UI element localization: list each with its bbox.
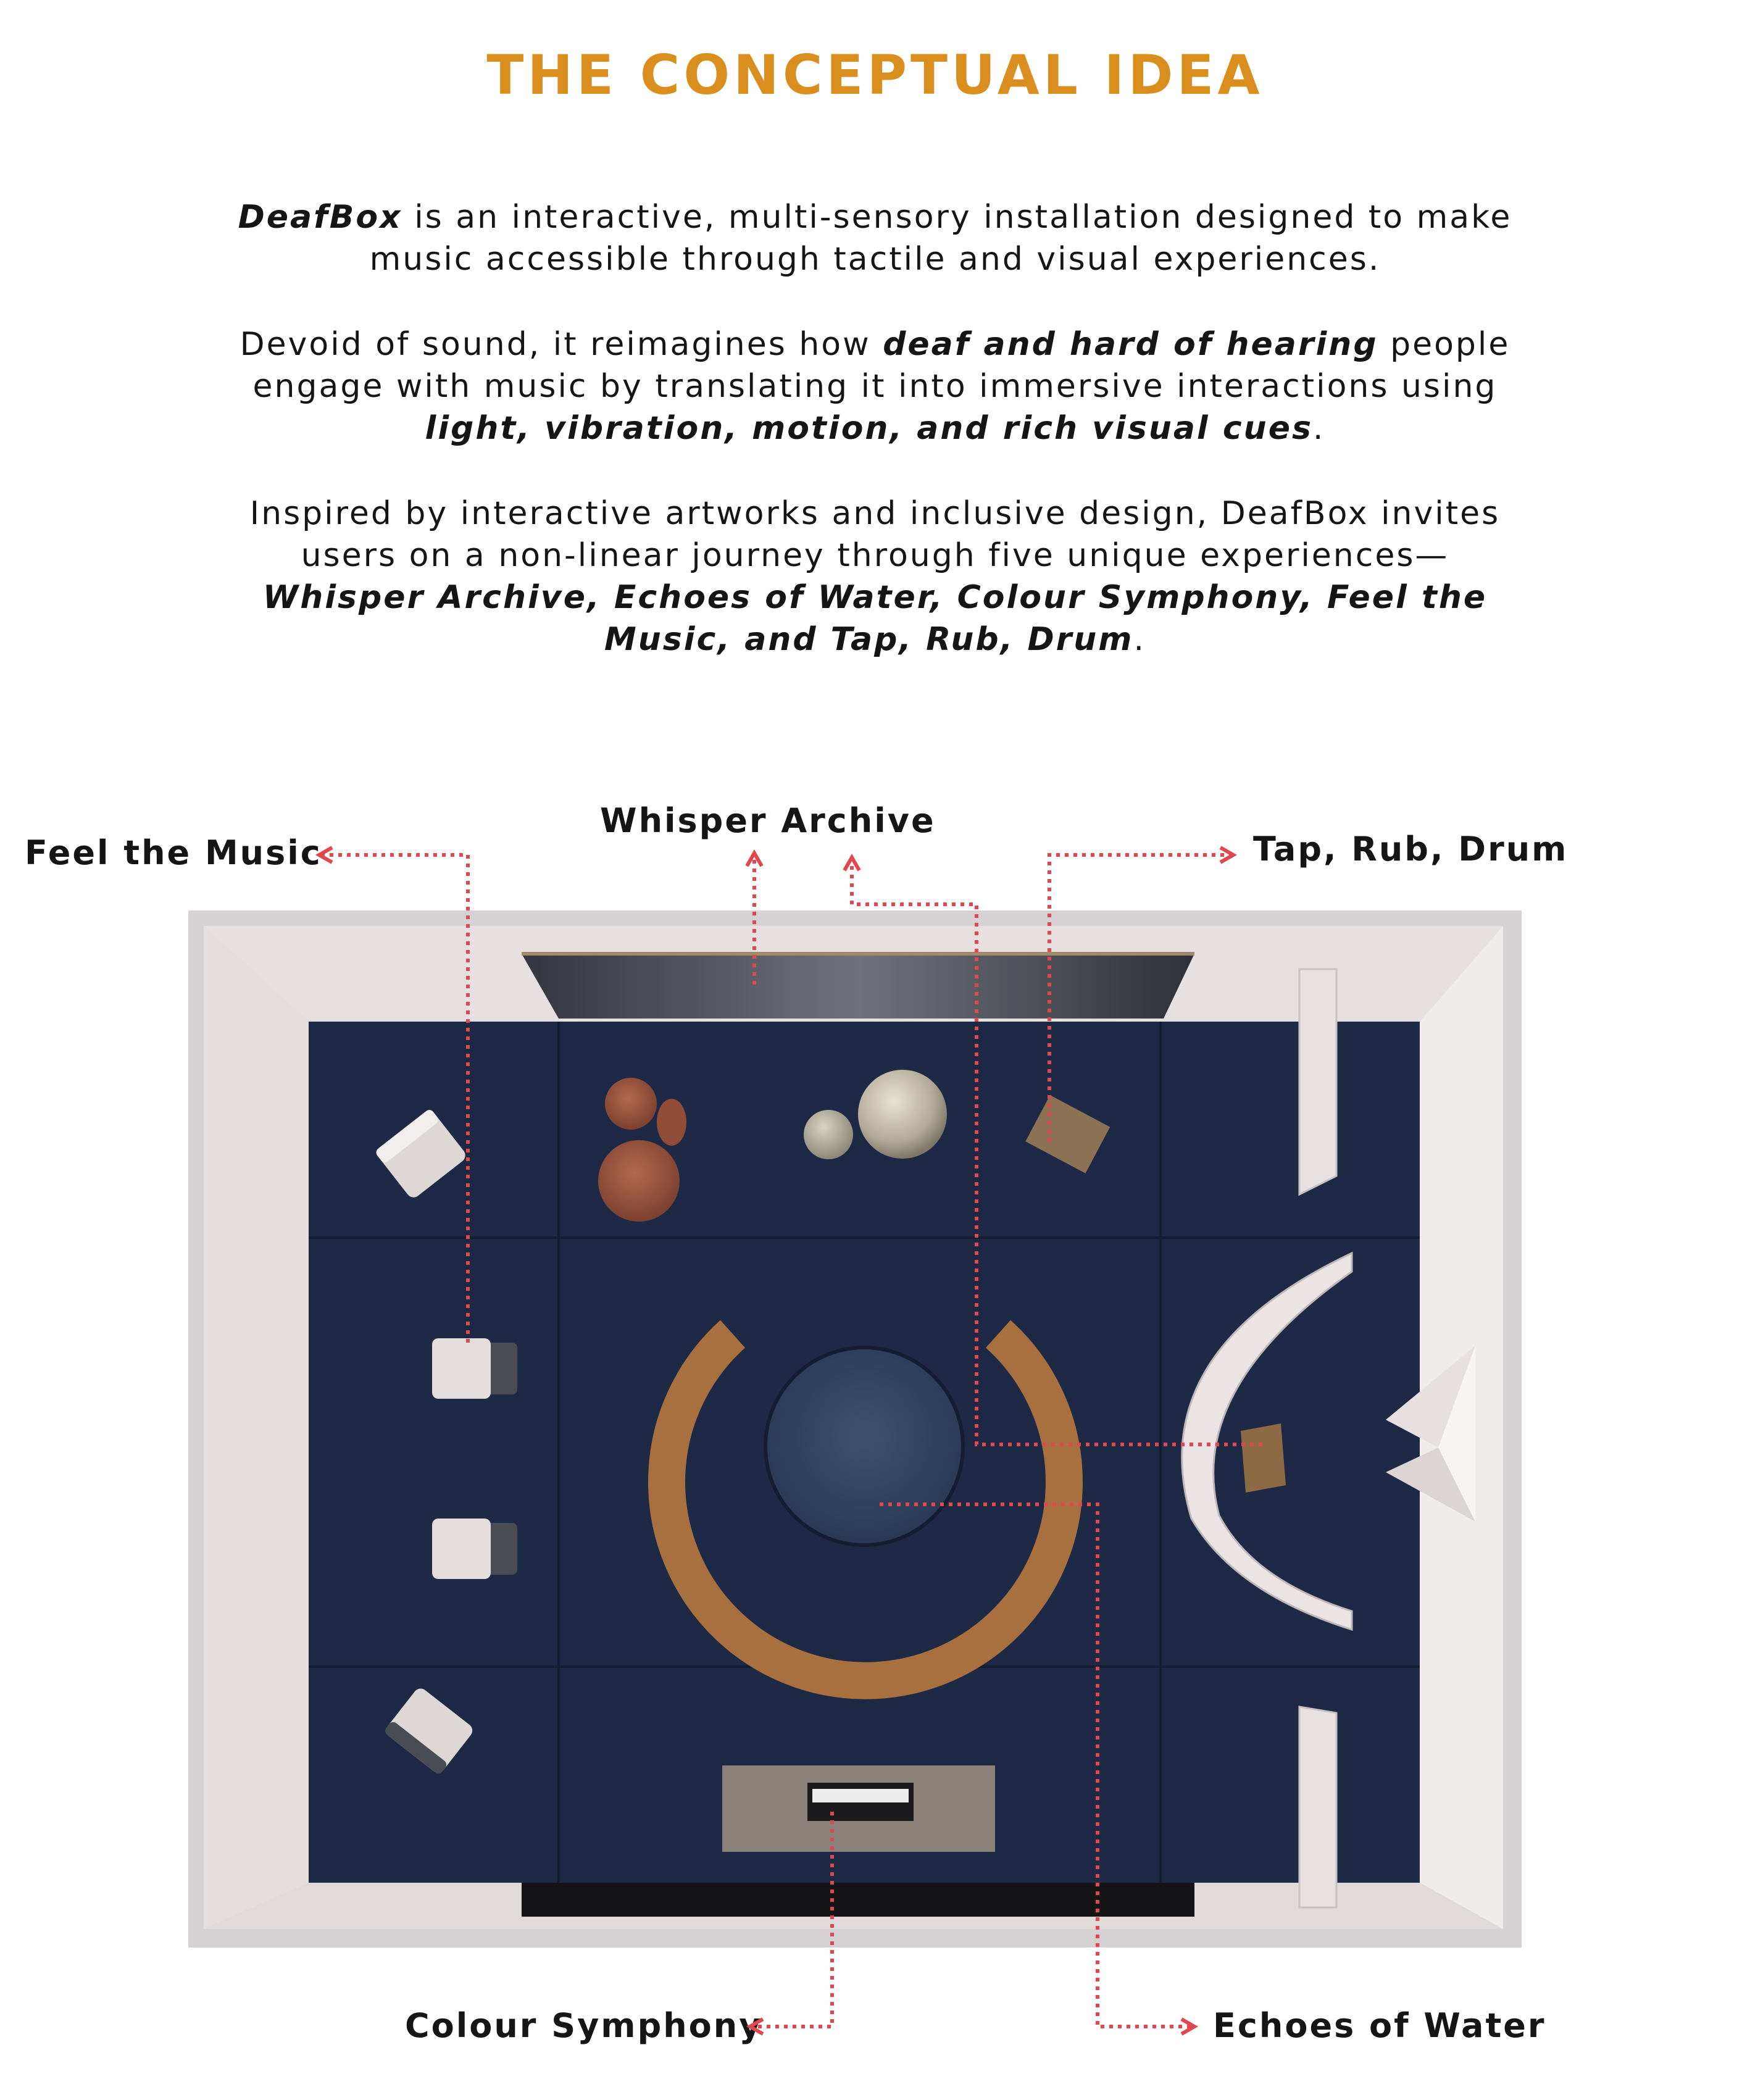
intro-paragraph-1 xyxy=(235,196,1515,280)
keyboard-keys xyxy=(812,1789,909,1802)
drum-large xyxy=(598,1140,680,1222)
left-wall xyxy=(204,926,309,1929)
chair xyxy=(432,1338,517,1399)
chair xyxy=(432,1519,517,1579)
projection-screen xyxy=(522,954,1194,1019)
intro-text: is an interactive, multi-sensory installation designed to make music accessible through tactile and visual experiences. xyxy=(369,199,1512,278)
drum-tall xyxy=(657,1099,686,1146)
sphere-small xyxy=(804,1110,853,1159)
experience-list: Whisper Archive, Echoes of Water, Colour Symphony, Feel the Music, and Tap, Rub, Drum xyxy=(262,579,1488,658)
label-tap-rub-drum: Tap, Rub, Drum xyxy=(1253,830,1569,869)
intro-emphasis: deaf and hard of hearing xyxy=(883,326,1378,363)
intro-text: . xyxy=(1312,410,1325,447)
intro-paragraph-3 xyxy=(235,493,1515,660)
bottom-screen xyxy=(522,1883,1194,1917)
label-echoes-of-water: Echoes of Water xyxy=(1213,2006,1546,2045)
intro-text: Devoid of sound, it reimagines how xyxy=(240,326,883,363)
tap-rub-drum-panel xyxy=(1241,1423,1286,1493)
intro-text: . xyxy=(1133,621,1146,658)
deafbox-name: DeafBox xyxy=(238,199,402,236)
water-pool xyxy=(765,1348,963,1545)
partition-upper xyxy=(1299,969,1336,1194)
label-colour-symphony: Colour Symphony xyxy=(405,2006,763,2045)
page-title: THE CONCEPTUAL IDEA xyxy=(486,43,1264,107)
label-whisper-archive: Whisper Archive xyxy=(600,801,936,840)
sphere-large xyxy=(858,1070,947,1159)
intro-emphasis: light, vibration, motion, and rich visual cues xyxy=(425,410,1313,447)
drum-small xyxy=(605,1078,657,1130)
intro-text: people engage with music by translating it into immersive interactions using xyxy=(252,326,1510,405)
whisper-archive-screen xyxy=(522,954,1194,1019)
partition-lower xyxy=(1299,1707,1336,1907)
intro-text: Inspired by interactive artworks and inclusive design, DeafBox invites users on a non-linear journey through five unique experiences— xyxy=(249,495,1501,574)
intro-paragraph-2 xyxy=(235,323,1515,449)
label-feel-the-music: Feel the Music xyxy=(25,833,322,872)
floor-plan-diagram xyxy=(0,778,1750,2100)
